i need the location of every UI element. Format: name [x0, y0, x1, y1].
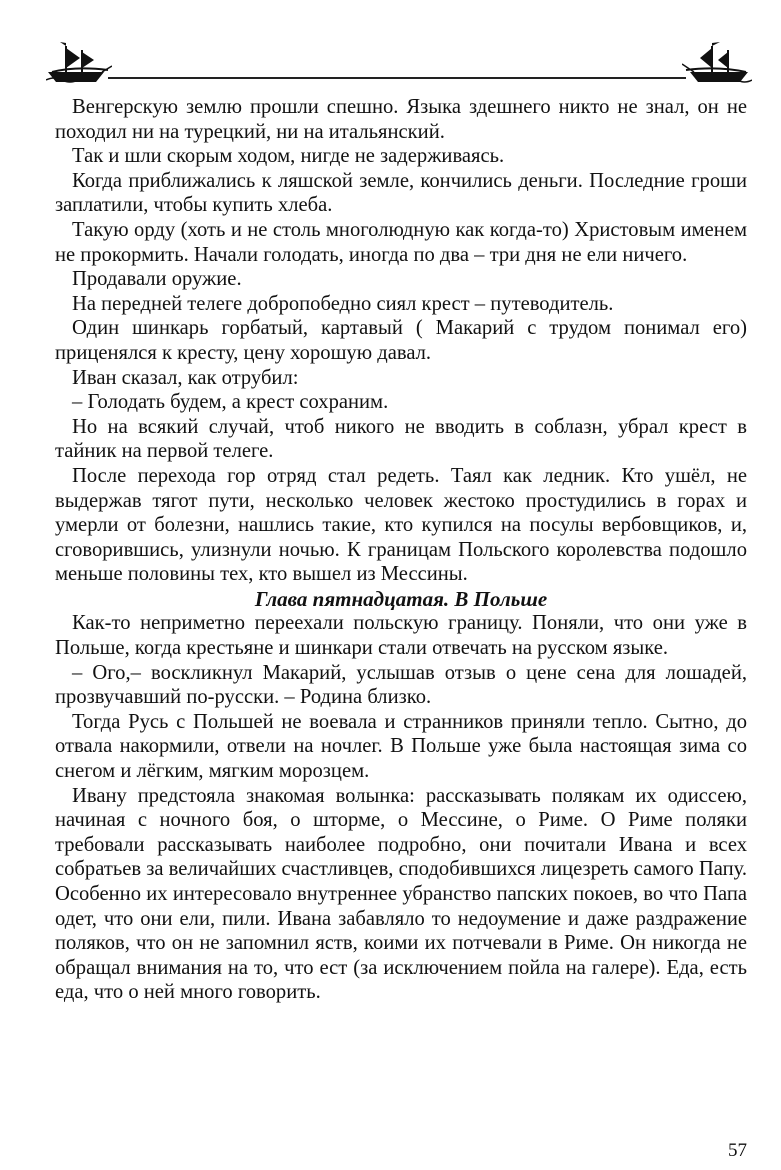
paragraph: После перехода гор отряд стал редеть. Таял как ледник. Кто ушёл, не выдержав тягот пути, несколько человек жестоко простудились в горах и умерли от болезни, нашлись такие, кто купился на посулы вербовщиков, и, сговорившись, улизнули ночью. К границам Польского королевства подошло меньше половины тех, кто вышел из Мессины. [55, 464, 747, 586]
header-rule [108, 77, 686, 79]
paragraph: Но на всякий случай, чтоб никого не вводить в соблазн, убрал крест в тайник на первой телеге. [55, 415, 747, 463]
chapter-title: Глава пятнадцатая. В Польше [254, 586, 548, 611]
sailing-ship-icon [682, 42, 752, 91]
paragraph: Иван сказал, как отрубил: [72, 366, 299, 389]
paragraph: Тогда Русь с Польшей не воевала и странников приняли тепло. Сытно, до отвала накормили, отвели на ночлег. В Польше уже была настоящая зима со снегом и лёгким, мягким морозцем. [55, 710, 747, 783]
paragraph: Ивану предстояла знакомая волынка: рассказывать полякам их одиссею, начиная с ночного боя, о шторме, о Мессине, о Риме. О Риме поляки требовали рассказывать наиболее подробно, они почитали Ивана и всех собратьев за величайших счастливцев, сподобившихся лицезреть самого Папу. Особенно их интересовало внутреннее убранство папских покоев, во что Папа одет, что они ели, пили. Ивана забавляло то недоумение и даже раздражение поляков, что он не запомнил яств, коими их потчевали в Риме. Он никогда не обращал внимания на то, что ест (за исключением пойла на галере). Еда, есть еда, что о ней много говорить. [55, 784, 748, 1004]
sailing-ship-icon [46, 42, 112, 91]
paragraph: Венгерскую землю прошли спешно. Языка здешнего никто не знал, он не походил ни на турецкий, ни на итальянский. [55, 96, 747, 143]
paragraph: – Голодать будем, а крест сохраним. [72, 391, 389, 414]
paragraph: Так и шли скорым ходом, нигде не задерживаясь. [72, 145, 505, 168]
page-number: 57 [728, 1140, 747, 1161]
body-text [55, 95, 747, 1005]
paragraph: На передней телеге добропобедно сиял крест – путеводитель. [72, 292, 614, 315]
page-header-ornament [46, 40, 752, 86]
paragraph: Такую орду (хоть и не столь многолюдную как когда-то) Христовым именем не прокормить. Начали голодать, иногда по два – три дня не ели ничего. [55, 218, 747, 266]
paragraph: Один шинкарь горбатый, картавый ( Макарий с трудом понимал его) приценялся к кресту, цену хорошую давал. [55, 317, 747, 364]
paragraph: Продавали оружие. [72, 268, 242, 291]
paragraph: Когда приближались к ляшской земле, кончились деньги. Последние гроши заплатили, чтобы купить хлеба. [55, 169, 747, 217]
paragraph: – Ого,– воскликнул Макарий, услышав отзыв о цене сена для лошадей, прозвучавший по-русски. – Родина близко. [55, 661, 747, 709]
paragraph: Как-то неприметно переехали польскую границу. Поняли, что они уже в Польше, когда крестьяне и шинкари стали отвечать на русском языке. [55, 612, 747, 660]
